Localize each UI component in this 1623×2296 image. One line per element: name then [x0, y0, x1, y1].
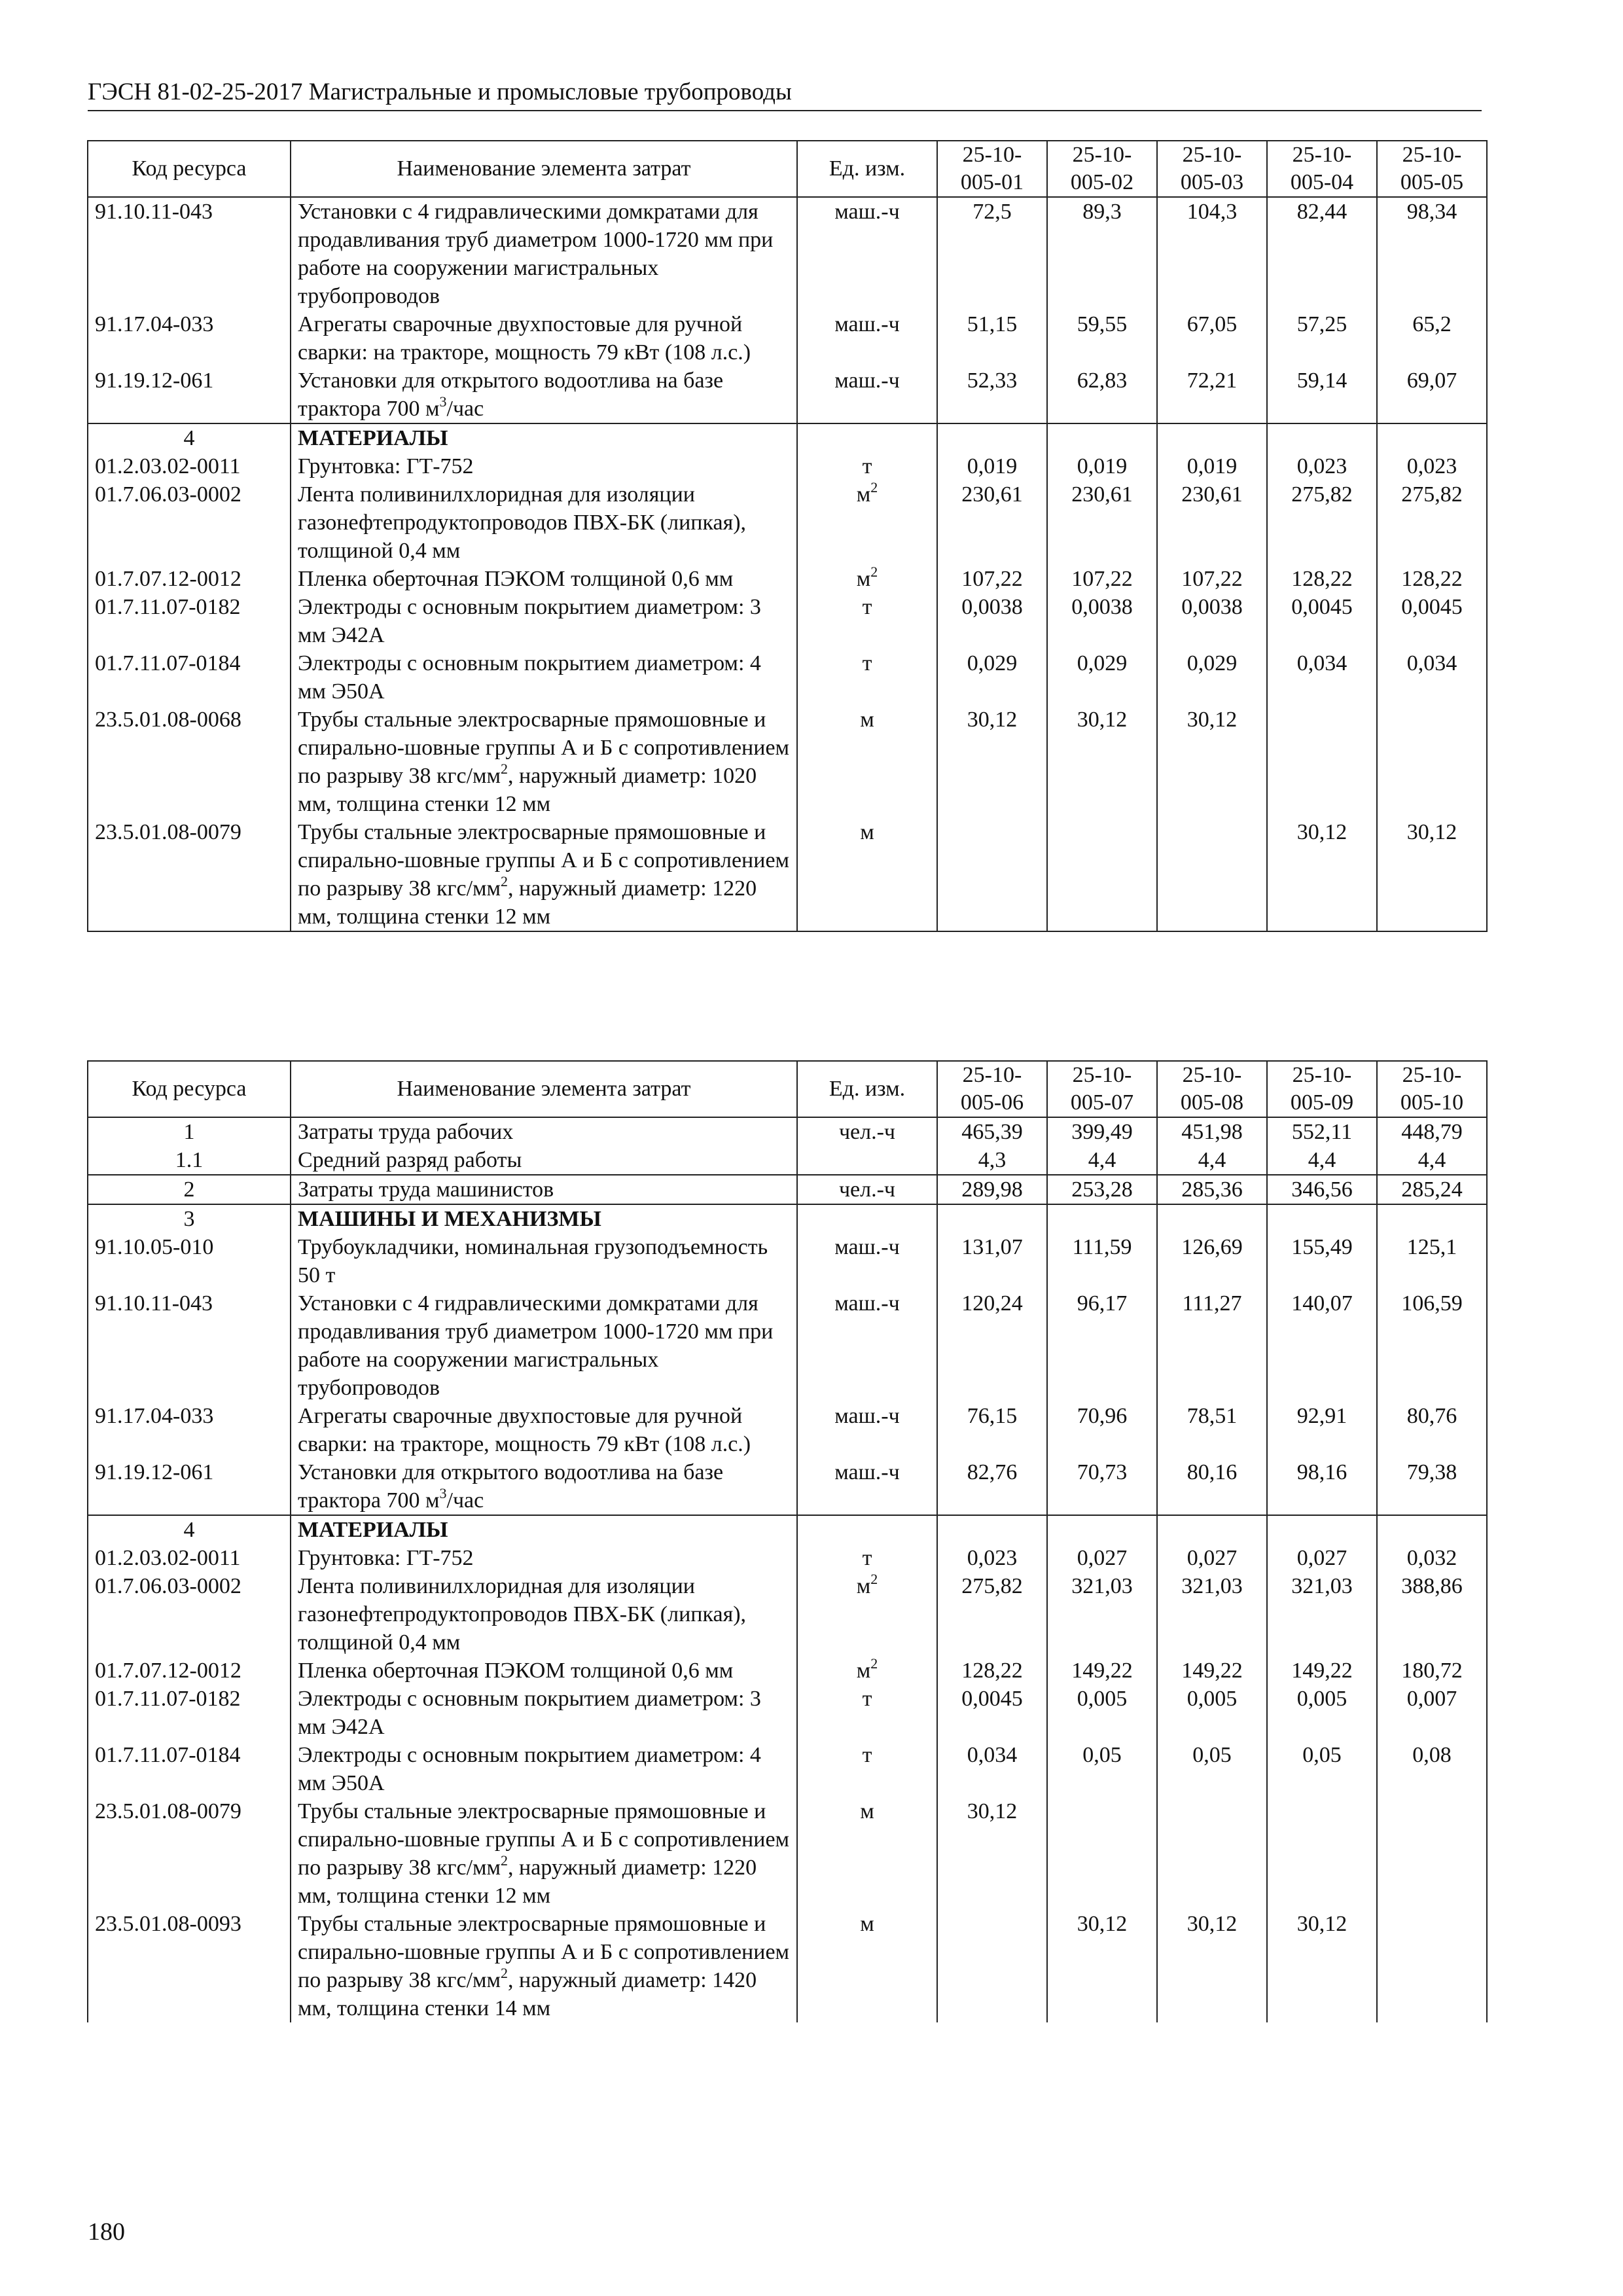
col-header-norm: 25-10-005-04: [1267, 141, 1377, 197]
norm-value-cell: 0,0045: [1267, 593, 1377, 649]
norm-value-cell: 321,03: [1267, 1572, 1377, 1657]
norm-value-cell: 51,15: [937, 310, 1047, 367]
resource-code-cell: 01.7.11.07-0182: [88, 1685, 291, 1741]
norm-value-cell: 30,12: [1157, 706, 1267, 818]
resource-name-cell: Установки с 4 гидравлическими домкратами для продавливания труб диаметром 1000-1720 мм при работе на сооружении магистральных трубопроводов: [291, 1289, 797, 1402]
norm-value-cell: 230,61: [1047, 480, 1157, 565]
norm-value-cell: [937, 423, 1047, 452]
norm-value-cell: [1377, 1910, 1487, 2022]
unit-cell: м: [797, 706, 937, 818]
norm-value-cell: 0,019: [937, 452, 1047, 480]
norm-value-cell: 451,98: [1157, 1117, 1267, 1146]
unit-cell: т: [797, 1685, 937, 1741]
norm-value-cell: 149,22: [1047, 1657, 1157, 1685]
resource-code-cell: 23.5.01.08-0068: [88, 706, 291, 818]
unit-cell: т: [797, 649, 937, 706]
resource-code-cell: 91.10.11-043: [88, 197, 291, 310]
norm-value-cell: 0,029: [937, 649, 1047, 706]
norm-value-cell: 0,007: [1377, 1685, 1487, 1741]
table-row: [88, 1117, 1487, 1146]
norm-value-cell: [937, 1204, 1047, 1233]
norm-value-cell: 0,032: [1377, 1544, 1487, 1572]
norm-value-cell: 0,029: [1157, 649, 1267, 706]
norm-value-cell: 70,96: [1047, 1402, 1157, 1458]
norm-value-cell: 0,05: [1047, 1741, 1157, 1797]
resource-code-cell: 23.5.01.08-0079: [88, 818, 291, 931]
col-header-norm: 25-10-005-05: [1377, 141, 1487, 197]
norm-value-cell: 0,005: [1267, 1685, 1377, 1741]
resource-code-cell: 91.19.12-061: [88, 367, 291, 423]
norm-value-cell: [1377, 1204, 1487, 1233]
norm-value-cell: 275,82: [1377, 480, 1487, 565]
unit-cell: маш.-ч: [797, 367, 937, 423]
resource-code-cell: 3: [88, 1204, 291, 1233]
norm-value-cell: 0,0038: [1157, 593, 1267, 649]
norm-value-cell: 275,82: [937, 1572, 1047, 1657]
norm-value-cell: 0,023: [937, 1544, 1047, 1572]
resource-code-cell: 01.2.03.02-0011: [88, 1544, 291, 1572]
norm-value-cell: 275,82: [1267, 480, 1377, 565]
norm-value-cell: 285,36: [1157, 1175, 1267, 1204]
resource-name-cell: Пленка оберточная ПЭКОМ толщиной 0,6 мм: [291, 1657, 797, 1685]
norm-value-cell: 80,76: [1377, 1402, 1487, 1458]
table-header-row: [88, 141, 1487, 197]
resource-code-cell: 4: [88, 423, 291, 452]
norm-value-cell: 0,0045: [937, 1685, 1047, 1741]
resource-code-cell: 01.7.07.12-0012: [88, 1657, 291, 1685]
norm-value-cell: 0,027: [1267, 1544, 1377, 1572]
col-header-norm: 25-10-005-08: [1157, 1061, 1267, 1117]
section-heading-cell: МАШИНЫ И МЕХАНИЗМЫ: [291, 1204, 797, 1233]
norm-value-cell: 0,023: [1377, 452, 1487, 480]
unit-cell: $м^2$: [797, 1657, 937, 1685]
table-row: [88, 1204, 1487, 1233]
norm-value-cell: 30,12: [937, 1797, 1047, 1910]
unit-cell: [797, 1515, 937, 1544]
col-header-code: Код ресурса: [88, 141, 291, 197]
norm-value-cell: 230,61: [1157, 480, 1267, 565]
norm-value-cell: 107,22: [1047, 565, 1157, 593]
norm-value-cell: 230,61: [937, 480, 1047, 565]
resource-name-cell: Электроды с основным покрытием диаметром: 4 мм Э50А: [291, 1741, 797, 1797]
norm-value-cell: 30,12: [1157, 1910, 1267, 2022]
running-header: ГЭСН 81-02-25-2017 Магистральные и промысловые трубопроводы: [88, 77, 1482, 111]
table-row: [88, 565, 1487, 593]
table-row: [88, 1515, 1487, 1544]
norm-value-cell: 79,38: [1377, 1458, 1487, 1515]
unit-cell: $м^2$: [797, 480, 937, 565]
resource-name-cell: Затраты труда машинистов: [291, 1175, 797, 1204]
norm-value-cell: 0,019: [1047, 452, 1157, 480]
norm-value-cell: 149,22: [1157, 1657, 1267, 1685]
norm-value-cell: 448,79: [1377, 1117, 1487, 1146]
norm-value-cell: 4,4: [1047, 1146, 1157, 1175]
unit-cell: т: [797, 593, 937, 649]
norm-value-cell: 98,34: [1377, 197, 1487, 310]
norm-value-cell: 4,4: [1267, 1146, 1377, 1175]
table-row: [88, 452, 1487, 480]
norm-value-cell: 128,22: [1267, 565, 1377, 593]
resource-name-cell: Установки для открытого водоотлива на базе трактора 700 $м^3$/час: [291, 1458, 797, 1515]
col-header-norm: 25-10-005-01: [937, 141, 1047, 197]
norm-value-cell: 59,55: [1047, 310, 1157, 367]
resource-name-cell: Электроды с основным покрытием диаметром: 3 мм Э42А: [291, 1685, 797, 1741]
unit-cell: маш.-ч: [797, 197, 937, 310]
norm-value-cell: 140,07: [1267, 1289, 1377, 1402]
resource-name-cell: Трубоукладчики, номинальная грузоподъемность 50 т: [291, 1233, 797, 1289]
norm-value-cell: 98,16: [1267, 1458, 1377, 1515]
resource-name-cell: Лента поливинилхлоридная для изоляции газонефтепродуктопроводов ПВХ-БК (липкая), толщиной 0,4 мм: [291, 1572, 797, 1657]
unit-cell: м: [797, 1910, 937, 2022]
norm-value-cell: [1157, 1204, 1267, 1233]
norm-value-cell: 465,39: [937, 1117, 1047, 1146]
norm-value-cell: 0,08: [1377, 1741, 1487, 1797]
norm-value-cell: 70,73: [1047, 1458, 1157, 1515]
unit-cell: чел.-ч: [797, 1175, 937, 1204]
unit-cell: $м^2$: [797, 1572, 937, 1657]
unit-cell: маш.-ч: [797, 310, 937, 367]
table-header-row: [88, 1061, 1487, 1117]
norm-value-cell: 30,12: [1377, 818, 1487, 931]
norm-value-cell: 78,51: [1157, 1402, 1267, 1458]
resource-code-cell: 4: [88, 1515, 291, 1544]
col-header-unit: Ед. изм.: [797, 141, 937, 197]
table-row: [88, 1458, 1487, 1515]
norm-value-cell: 0,023: [1267, 452, 1377, 480]
section-heading-cell: МАТЕРИАЛЫ: [291, 423, 797, 452]
resource-code-cell: 1.1: [88, 1146, 291, 1175]
unit-cell: м: [797, 1797, 937, 1910]
norm-value-cell: 82,76: [937, 1458, 1047, 1515]
norm-value-cell: 0,027: [1157, 1544, 1267, 1572]
table-row: [88, 1402, 1487, 1458]
norm-value-cell: [1267, 1797, 1377, 1910]
norm-value-cell: 4,4: [1377, 1146, 1487, 1175]
norm-value-cell: 57,25: [1267, 310, 1377, 367]
norm-value-cell: 72,5: [937, 197, 1047, 310]
norm-value-cell: [937, 818, 1047, 931]
norm-value-cell: 80,16: [1157, 1458, 1267, 1515]
table-row: [88, 423, 1487, 452]
resource-name-cell: Агрегаты сварочные двухпостовые для ручной сварки: на тракторе, мощность 79 кВт (108 л.с.): [291, 310, 797, 367]
norm-value-cell: [1157, 1515, 1267, 1544]
norm-value-cell: [1047, 1515, 1157, 1544]
norm-value-cell: 89,3: [1047, 197, 1157, 310]
unit-cell: [797, 423, 937, 452]
norm-value-cell: [1377, 1515, 1487, 1544]
resource-code-cell: 91.17.04-033: [88, 310, 291, 367]
col-header-norm: 25-10-005-03: [1157, 141, 1267, 197]
resource-name-cell: Пленка оберточная ПЭКОМ толщиной 0,6 мм: [291, 565, 797, 593]
table-row: [88, 1146, 1487, 1175]
norm-value-cell: 289,98: [937, 1175, 1047, 1204]
norm-value-cell: [937, 1515, 1047, 1544]
table-row: [88, 1289, 1487, 1402]
unit-cell: [797, 1204, 937, 1233]
resource-name-cell: Затраты труда рабочих: [291, 1117, 797, 1146]
table-row: [88, 480, 1487, 565]
resource-code-cell: 01.2.03.02-0011: [88, 452, 291, 480]
table-row: [88, 706, 1487, 818]
resource-code-cell: 01.7.06.03-0002: [88, 1572, 291, 1657]
table-row: [88, 1572, 1487, 1657]
norm-value-cell: 52,33: [937, 367, 1047, 423]
table-row: [88, 1233, 1487, 1289]
norm-value-cell: 67,05: [1157, 310, 1267, 367]
norm-value-cell: 96,17: [1047, 1289, 1157, 1402]
norm-value-cell: 126,69: [1157, 1233, 1267, 1289]
norm-value-cell: 69,07: [1377, 367, 1487, 423]
unit-cell: т: [797, 452, 937, 480]
resource-name-cell: Установки для открытого водоотлива на базе трактора 700 $м^3$/час: [291, 367, 797, 423]
norm-value-cell: 0,05: [1157, 1741, 1267, 1797]
norm-value-cell: 0,005: [1047, 1685, 1157, 1741]
unit-cell: т: [797, 1544, 937, 1572]
unit-cell: маш.-ч: [797, 1289, 937, 1402]
norm-value-cell: 125,1: [1377, 1233, 1487, 1289]
table-row: [88, 1741, 1487, 1797]
norm-value-cell: [1047, 1797, 1157, 1910]
norm-value-cell: 59,14: [1267, 367, 1377, 423]
resource-name-cell: Трубы стальные электросварные прямошовные и спирально-шовные группы А и Б с сопротивлением по разрыву 38 кгс/$мм^2$, наружный диаметр: 1020 мм, толщина стенки 12 мм: [291, 706, 797, 818]
norm-value-cell: 111,27: [1157, 1289, 1267, 1402]
resource-code-cell: 01.7.07.12-0012: [88, 565, 291, 593]
norm-value-cell: [1377, 423, 1487, 452]
table-row: [88, 197, 1487, 310]
table-row: [88, 1797, 1487, 1910]
norm-value-cell: [1047, 818, 1157, 931]
norm-value-cell: 82,44: [1267, 197, 1377, 310]
col-header-norm: 25-10-005-07: [1047, 1061, 1157, 1117]
resource-table-2: [87, 1060, 1488, 2022]
norm-value-cell: 92,91: [1267, 1402, 1377, 1458]
norm-value-cell: 155,49: [1267, 1233, 1377, 1289]
resource-name-cell: Грунтовка: ГТ-752: [291, 1544, 797, 1572]
table-row: [88, 649, 1487, 706]
norm-value-cell: 30,12: [1267, 818, 1377, 931]
norm-value-cell: [1267, 423, 1377, 452]
norm-value-cell: 65,2: [1377, 310, 1487, 367]
col-header-code: Код ресурса: [88, 1061, 291, 1117]
unit-cell: [797, 1146, 937, 1175]
resource-code-cell: 01.7.11.07-0184: [88, 1741, 291, 1797]
resource-name-cell: Лента поливинилхлоридная для изоляции газонефтепродуктопроводов ПВХ-БК (липкая), толщиной 0,4 мм: [291, 480, 797, 565]
norm-value-cell: 552,11: [1267, 1117, 1377, 1146]
resource-name-cell: Трубы стальные электросварные прямошовные и спирально-шовные группы А и Б с сопротивлением по разрыву 38 кгс/$мм^2$, наружный диаметр: 1220 мм, толщина стенки 12 мм: [291, 1797, 797, 1910]
unit-cell: м: [797, 818, 937, 931]
col-header-norm: 25-10-005-09: [1267, 1061, 1377, 1117]
resource-name-cell: Агрегаты сварочные двухпостовые для ручной сварки: на тракторе, мощность 79 кВт (108 л.с.): [291, 1402, 797, 1458]
table-row: [88, 1175, 1487, 1204]
norm-value-cell: [1157, 423, 1267, 452]
resource-code-cell: 2: [88, 1175, 291, 1204]
unit-cell: маш.-ч: [797, 1402, 937, 1458]
norm-value-cell: 399,49: [1047, 1117, 1157, 1146]
resource-name-cell: Электроды с основным покрытием диаметром: 4 мм Э50А: [291, 649, 797, 706]
resource-code-cell: 23.5.01.08-0079: [88, 1797, 291, 1910]
unit-cell: $м^2$: [797, 565, 937, 593]
norm-value-cell: 30,12: [1047, 706, 1157, 818]
norm-value-cell: 321,03: [1047, 1572, 1157, 1657]
table-row: [88, 1685, 1487, 1741]
norm-value-cell: 30,12: [1047, 1910, 1157, 2022]
norm-value-cell: [1047, 423, 1157, 452]
norm-value-cell: 0,034: [1377, 649, 1487, 706]
norm-value-cell: 346,56: [1267, 1175, 1377, 1204]
norm-value-cell: 62,83: [1047, 367, 1157, 423]
norm-value-cell: [1377, 1797, 1487, 1910]
resource-name-cell: Грунтовка: ГТ-752: [291, 452, 797, 480]
resource-code-cell: 91.10.05-010: [88, 1233, 291, 1289]
norm-value-cell: 285,24: [1377, 1175, 1487, 1204]
norm-value-cell: 149,22: [1267, 1657, 1377, 1685]
norm-value-cell: 128,22: [1377, 565, 1487, 593]
col-header-norm: 25-10-005-02: [1047, 141, 1157, 197]
resource-code-cell: 91.19.12-061: [88, 1458, 291, 1515]
unit-cell: чел.-ч: [797, 1117, 937, 1146]
resource-name-cell: Установки с 4 гидравлическими домкратами для продавливания труб диаметром 1000-1720 мм при работе на сооружении магистральных трубопроводов: [291, 197, 797, 310]
norm-value-cell: 0,0038: [937, 593, 1047, 649]
norm-value-cell: 0,029: [1047, 649, 1157, 706]
table-row: [88, 593, 1487, 649]
norm-value-cell: 72,21: [1157, 367, 1267, 423]
resource-code-cell: 23.5.01.08-0093: [88, 1910, 291, 2022]
norm-value-cell: 107,22: [937, 565, 1047, 593]
col-header-unit: Ед. изм.: [797, 1061, 937, 1117]
resource-name-cell: Электроды с основным покрытием диаметром: 3 мм Э42А: [291, 593, 797, 649]
norm-value-cell: 107,22: [1157, 565, 1267, 593]
table-row: [88, 1657, 1487, 1685]
resource-table-1: [87, 140, 1488, 932]
unit-cell: маш.-ч: [797, 1233, 937, 1289]
norm-value-cell: 4,3: [937, 1146, 1047, 1175]
norm-value-cell: [937, 1910, 1047, 2022]
page-number: 180: [88, 2218, 125, 2246]
table-row: [88, 1544, 1487, 1572]
norm-value-cell: 111,59: [1047, 1233, 1157, 1289]
norm-value-cell: 321,03: [1157, 1572, 1267, 1657]
table-row: [88, 310, 1487, 367]
norm-value-cell: 30,12: [937, 706, 1047, 818]
resource-name-cell: Трубы стальные электросварные прямошовные и спирально-шовные группы А и Б с сопротивлением по разрыву 38 кгс/$мм^2$, наружный диаметр: 1220 мм, толщина стенки 12 мм: [291, 818, 797, 931]
resource-code-cell: 01.7.06.03-0002: [88, 480, 291, 565]
col-header-name: Наименование элемента затрат: [291, 1061, 797, 1117]
table-row: [88, 367, 1487, 423]
norm-value-cell: 30,12: [1267, 1910, 1377, 2022]
norm-value-cell: 0,034: [1267, 649, 1377, 706]
resource-code-cell: 01.7.11.07-0184: [88, 649, 291, 706]
norm-value-cell: 0,05: [1267, 1741, 1377, 1797]
norm-value-cell: 0,005: [1157, 1685, 1267, 1741]
norm-value-cell: 0,0045: [1377, 593, 1487, 649]
unit-cell: т: [797, 1741, 937, 1797]
resource-name-cell: Трубы стальные электросварные прямошовные и спирально-шовные группы А и Б с сопротивлением по разрыву 38 кгс/$мм^2$, наружный диаметр: 1420 мм, толщина стенки 14 мм: [291, 1910, 797, 2022]
norm-value-cell: [1047, 1204, 1157, 1233]
norm-value-cell: 128,22: [937, 1657, 1047, 1685]
resource-code-cell: 01.7.11.07-0182: [88, 593, 291, 649]
norm-value-cell: 253,28: [1047, 1175, 1157, 1204]
norm-value-cell: 0,0038: [1047, 593, 1157, 649]
section-heading-cell: МАТЕРИАЛЫ: [291, 1515, 797, 1544]
col-header-norm: 25-10-005-10: [1377, 1061, 1487, 1117]
norm-value-cell: 120,24: [937, 1289, 1047, 1402]
norm-value-cell: [1157, 818, 1267, 931]
norm-value-cell: 0,034: [937, 1741, 1047, 1797]
resource-code-cell: 1: [88, 1117, 291, 1146]
resource-code-cell: 91.17.04-033: [88, 1402, 291, 1458]
col-header-norm: 25-10-005-06: [937, 1061, 1047, 1117]
norm-value-cell: [1267, 1204, 1377, 1233]
norm-value-cell: [1377, 706, 1487, 818]
norm-value-cell: 131,07: [937, 1233, 1047, 1289]
resource-code-cell: 91.10.11-043: [88, 1289, 291, 1402]
table-row: [88, 1910, 1487, 2022]
table-row: [88, 818, 1487, 931]
norm-value-cell: [1267, 1515, 1377, 1544]
col-header-name: Наименование элемента затрат: [291, 141, 797, 197]
norm-value-cell: 180,72: [1377, 1657, 1487, 1685]
norm-value-cell: 0,019: [1157, 452, 1267, 480]
resource-name-cell: Средний разряд работы: [291, 1146, 797, 1175]
norm-value-cell: 76,15: [937, 1402, 1047, 1458]
unit-cell: маш.-ч: [797, 1458, 937, 1515]
norm-value-cell: 104,3: [1157, 197, 1267, 310]
norm-value-cell: 388,86: [1377, 1572, 1487, 1657]
norm-value-cell: 4,4: [1157, 1146, 1267, 1175]
norm-value-cell: 106,59: [1377, 1289, 1487, 1402]
norm-value-cell: 0,027: [1047, 1544, 1157, 1572]
norm-value-cell: [1157, 1797, 1267, 1910]
norm-value-cell: [1267, 706, 1377, 818]
